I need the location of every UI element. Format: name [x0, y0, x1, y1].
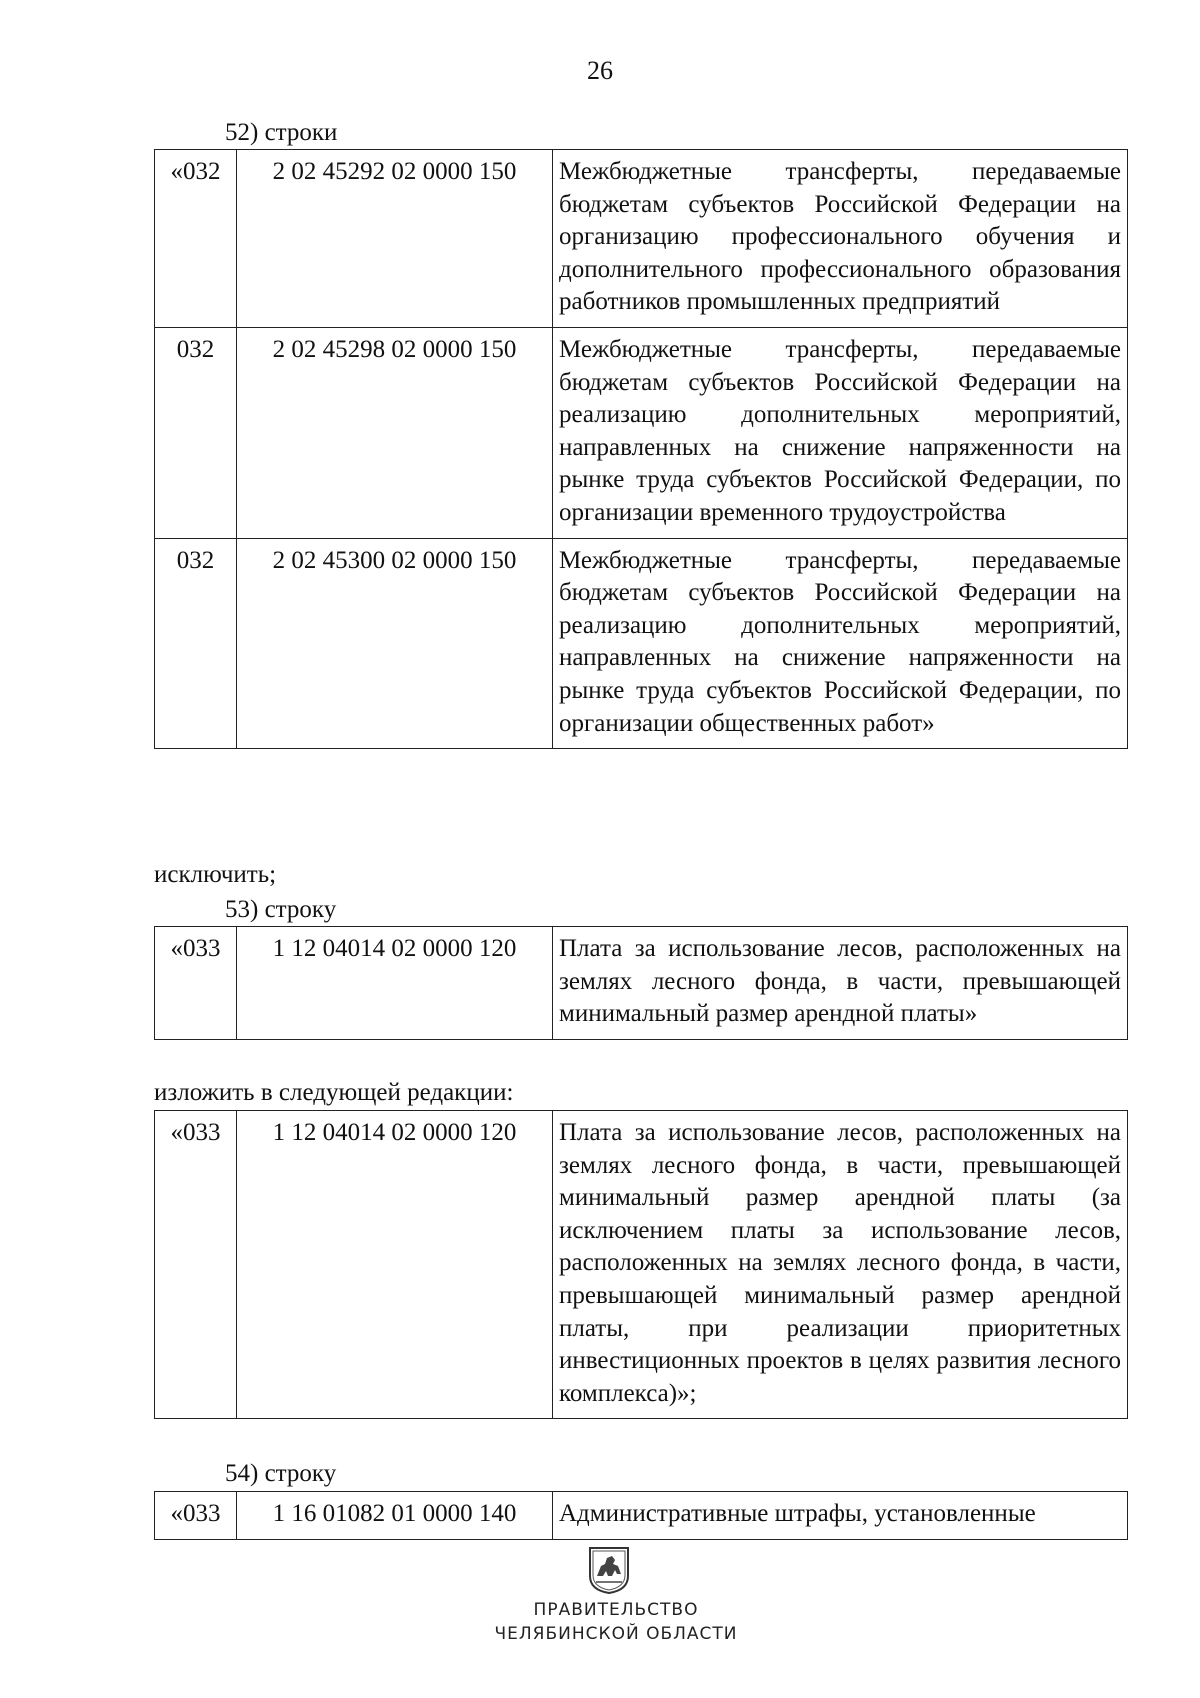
- instruction-text-53: изложить в следующей редакции:: [154, 1079, 514, 1106]
- page-number: 26: [587, 56, 613, 85]
- income-name-cell: Межбюджетные трансферты, передаваемые бюджетам субъектов Российской Федерации на организацию профессионального обучения и дополнительного профессионального образования работников промышленных предприятий: [553, 150, 1128, 328]
- table-row: [155, 927, 1128, 1040]
- admin-code-cell: «033: [155, 927, 237, 1040]
- table-row: [155, 327, 1128, 538]
- footer-region-title: ЧЕЛЯБИНСКОЙ ОБЛАСТИ: [494, 1624, 738, 1644]
- section-caption-54: 54) строку: [225, 1460, 337, 1487]
- table-row: [155, 150, 1128, 328]
- income-name-cell: Межбюджетные трансферты, передаваемые бюджетам субъектов Российской Федерации на реализацию дополнительных мероприятий, направленных на снижение напряженности на рынке труда субъектов Российской Федерации, по организации общественных работ»: [553, 538, 1128, 749]
- budget-code-cell: 2 02 45300 02 0000 150: [237, 538, 553, 749]
- income-name-cell: Плата за использование лесов, расположенных на землях лесного фонда, в части, превышающей минимальный размер арендной платы (за исключением платы за использование лесов, расположенных на землях лесного фонда, в части, превышающей минимальный размер арендной платы, при реализации приоритетных инвестиционных проектов в целях развития лесного комплекса)»;: [553, 1111, 1128, 1419]
- admin-code-cell: «033: [155, 1111, 237, 1419]
- footer-government-title: ПРАВИТЕЛЬСТВО: [533, 1600, 699, 1620]
- admin-code-cell: «033: [155, 1492, 237, 1540]
- section-caption-53: 53) строку: [225, 896, 337, 923]
- budget-code-cell: 1 12 04014 02 0000 120: [237, 1111, 553, 1419]
- budget-code-cell: 1 16 01082 01 0000 140: [237, 1492, 553, 1540]
- table-row: [155, 538, 1128, 749]
- section-caption-52: 52) строки: [225, 119, 338, 146]
- budget-code-cell: 2 02 45298 02 0000 150: [237, 327, 553, 538]
- admin-code-cell: 032: [155, 327, 237, 538]
- income-name-cell: Межбюджетные трансферты, передаваемые бюджетам субъектов Российской Федерации на реализацию дополнительных мероприятий, направленных на снижение напряженности на рынке труда субъектов Российской Федерации, по организации временного трудоустройства: [553, 327, 1128, 538]
- income-name-cell: Плата за использование лесов, расположенных на землях лесного фонда, в части, превышающей минимальный размер арендной платы»: [553, 927, 1128, 1040]
- codes-table-52: [154, 149, 1128, 749]
- budget-code-cell: 2 02 45292 02 0000 150: [237, 150, 553, 328]
- codes-table-53-new: [154, 1110, 1128, 1419]
- admin-code-cell: 032: [155, 538, 237, 749]
- codes-table-53-old: [154, 926, 1128, 1040]
- chelyabinsk-coat-of-arms-icon: [588, 1546, 630, 1594]
- table-row: [155, 1492, 1128, 1540]
- table-row: [155, 1111, 1128, 1419]
- budget-code-cell: 1 12 04014 02 0000 120: [237, 927, 553, 1040]
- income-name-cell: Административные штрафы, установленные: [553, 1492, 1128, 1540]
- codes-table-54: [154, 1491, 1128, 1540]
- admin-code-cell: «032: [155, 150, 237, 328]
- instruction-text-52: исключить;: [154, 861, 277, 888]
